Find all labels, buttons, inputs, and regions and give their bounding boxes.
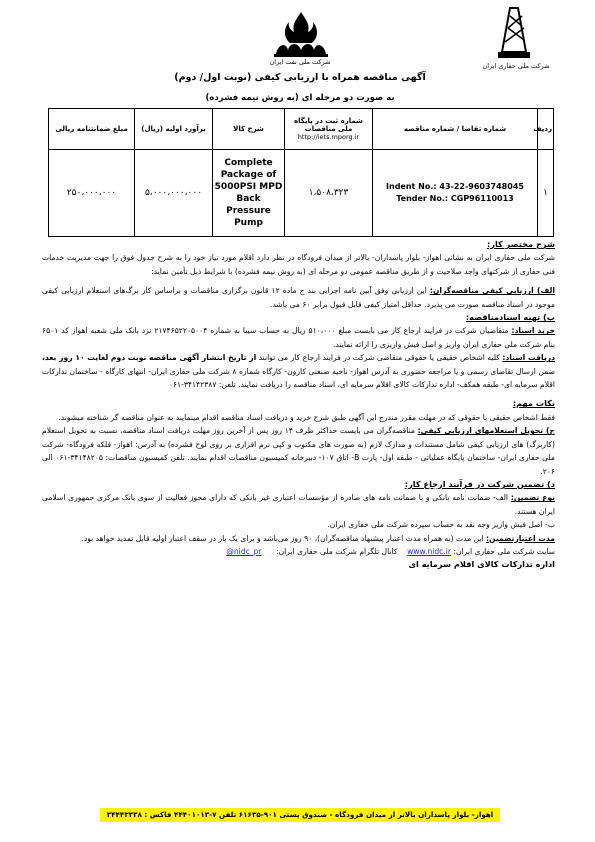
col-guarantee: مبلغ ضمانتنامه ریالی [49, 109, 135, 150]
cell-tender-no [373, 150, 538, 237]
col-row: ردیف [538, 109, 554, 150]
telegram-link[interactable]: @nidc_pr [226, 546, 262, 556]
nioc-flame-logo-icon [268, 10, 334, 60]
col-tender-no: شماره تقاضا / شماره مناقصه [373, 109, 538, 150]
table-header-row [49, 109, 554, 150]
purchase-paragraph: خرید اسناد: متقاضیان شرکت در فرایند ارجاع کار می بایست مبلغ ۵۱۰،۰۰۰ ریال به حساب سیبا به شماره ۲۱۷۴۶۵۲۲۰۵۰۰۴ نزد بانک ملی شعبه اهواز کد ۶۵۰۱ بنام شرکت ملی حفاری ایران واریز و اصل فیش واریزی را ارائه نمایند. [42, 326, 555, 349]
alef-paragraph: الف) ارزیابی کیفی مناقصه‌گران: این ارزیابی وفق آیین نامه اجرایی بند ج ماده ۱۲ قانون برگزاری مناقصات و براساس کار برگ‌های استعلام ارزیابی کیفی موجود در اسناد مناقصه صورت می پذیرد. حداقل امتیاز کیفی قابل قبول برابر ۶۰ می باشد. [42, 286, 556, 309]
reg-portal-url[interactable]: http://iets.mporg.ir [297, 133, 360, 141]
notes-text: فقط اشخاص حقیقی یا حقوقی که در مهلت مقرر مندرج این آگهی طبق شرح خرید و دریافت اسناد مناقصه اقدام مینمایند به عنوان مناقصه گر شناخته میشوند. [58, 412, 555, 422]
cell-estimate: ۵،۰۰۰،۰۰۰،۰۰۰ [135, 150, 213, 237]
cell-reg-no: ۱،۵۰۸،۳۲۳ [285, 150, 373, 237]
indent-no: Indent No.: 43-22-9603748045 [386, 182, 524, 191]
notes-heading: نکات مهم: [512, 398, 555, 409]
guarantee-type-paragraph: نوع تضمین: الف- ضمانت نامه بانکی و یا ضمانت نامه های صادره از مؤسسات اعتباری غیر بانکی که دارای مجوز فعالیت از سوی بانک مرکزی جمهوری اسلامی ایران هستند. [42, 493, 555, 516]
alef-heading: الف) ارزیابی کیفی مناقصه‌گران: [429, 286, 556, 296]
notice-body [42, 238, 555, 572]
guarantee-type-b: ب- اصل فیش واریز وجه نقد به حساب سپرده شرکت ملی حفاری ایران. [327, 520, 555, 530]
jim-paragraph: ج) تحویل استعلامهای ارزیابی کیفی: مناقصه‌گران می بایست حداکثر ظرف ۱۴ روز پس از آخرین روز مهلت دریافت اسناد مناقصه، نسبت به تحویل استعلام (کاربرگ) های ارزیابی کیفی شامل مستندات و مدارک لازم (به صورت های مکتوب و کپی نرم افزاری بر روی لوح فشرده) به آدرس: اهواز- فلکه فرودگاه- شرکت ملی حفاری ایران- ساختمان پایگاه عملیاتی - طبقه اول- پارت B- اتاق ۱۰۷- دبیرخانه کمیسیون مناقصات اقدام نمایند. تلفن کمیسیون مناقصات: ۳۴۱۴۸۲۰۵-۰۶۱ الی ۲۰۶. [42, 426, 556, 476]
guarantee-type-heading: نوع تضمین: [510, 493, 555, 503]
summary-text: شرکت ملی حفاری ایران به نشانی اهواز- بلوار پاسداران- بالاتر از میدان فرودگاه در نظر دارد اقلام مورد نیاز خود را به شرح جدول فوق را جهت مدیریت خدمات فنی حفاری از شرکتهای واجد صلاحیت و از طریق مناقصه عمومی دو مرحله ای (به روش نیمه فشرده) با شرایط ذیل تأمین نماید: [42, 253, 555, 276]
links-line [42, 545, 555, 558]
dal-heading: د) تضمین شرکت در فرآیند ارجاع کار: [404, 478, 555, 489]
nidc-drilling-rig-logo-icon [496, 6, 532, 60]
site-link[interactable]: www.nidc.ir [407, 546, 452, 556]
col-reg-no: شماره ثبت در پایگاه ملی مناقصات http://iets.mporg.ir [285, 109, 373, 150]
validity-heading: مدت اعتبارتضمین: [486, 533, 555, 543]
nidc-caption: شرکت ملی حفاری ایران [482, 62, 550, 70]
tender-no: Tender No.: CGP96110013 [396, 194, 514, 203]
col-goods: شرح کالا [213, 109, 285, 150]
receive-paragraph: دریافت اسناد: کلیه اشخاص حقیقی یا حقوقی متقاضی شرکت در فرایند ارجاع کار می توانند از تاریخ انتشار آگهی مناقصه نوبت دوم لغایت ۱۰ روز بعد، ضمن ارسال تقاضای رسمی و یا مراجعه حضوری به آدرس اهواز- ناحیه صنعتی کارون- کارگاه شماره ۸ شرکت ملی حفاری ایران- انتهای کارگاه - ساختمان تدارکات اقلام سرمایه ای- طبقه همکف- اداره تدارکات کالای اقلام سرمایه ای، اسناد مناقصه را دریافت نمایند. تلفن: ۳۴۱۴۲۳۸۷-۰۶۱ [42, 353, 556, 390]
jim-heading: ج) تحویل استعلامهای ارزیابی کیفی: [417, 426, 555, 436]
cell-row: ۱ [538, 150, 554, 237]
telegram-label: کانال تلگرام شرکت ملی حفاری ایران: [276, 546, 398, 556]
cell-guarantee: ۲۵۰،۰۰۰،۰۰۰ [49, 150, 135, 237]
receive-heading: دریافت اسناد: [502, 353, 555, 363]
purchase-heading: خرید اسناد: [511, 326, 555, 336]
nioc-caption: شرکت ملی نفت ایران [269, 58, 331, 66]
footer-address-bar: اهواز- بلوار پاسداران بالاتر از میدان فرودگاه - صندوق پستی ۹۰۱-۶۱۶۳۵ تلفن ۷-۴۴۴۰۱۰۱۳ فاکس : ۳۴۴۴۳۳۳۸ [100, 808, 500, 822]
summary-heading: شرح مختصر کار: [486, 239, 555, 249]
notice-title: آگهی مناقصه همراه با ارزیابی کیفی (نوبت اول/ دوم) [174, 72, 426, 83]
be-heading: ب) تهیه اسنادمناقصه: [465, 312, 555, 323]
tender-table [48, 108, 554, 237]
cell-goods: Complete Package of 5000PSI MPD Back Pressure Pump [213, 150, 285, 237]
col-estimate: برآورد اولیه (ریال) [135, 109, 213, 150]
table-row [49, 150, 554, 237]
notice-subtitle: به صورت دو مرحله ای (به روش نیمه فشرده) [205, 93, 395, 103]
department-name: اداره تدارکات کالای اقلام سرمایه ای [408, 559, 555, 570]
receive-deadline: از تاریخ انتشار آگهی مناقصه نوبت دوم لغایت ۱۰ روز بعد، [42, 353, 257, 363]
validity-paragraph: مدت اعتبارتضمین: این مدت (به همراه مدت اعتبار پیشنهاد مناقصه‌گران)، ۹۰ روز می‌باشد و برای یک بار در سقف اعتبار اولیه قابل تمدید خواهد بود. [81, 533, 555, 543]
site-label: سایت شرکت ملی حفاری ایران: [453, 546, 555, 556]
